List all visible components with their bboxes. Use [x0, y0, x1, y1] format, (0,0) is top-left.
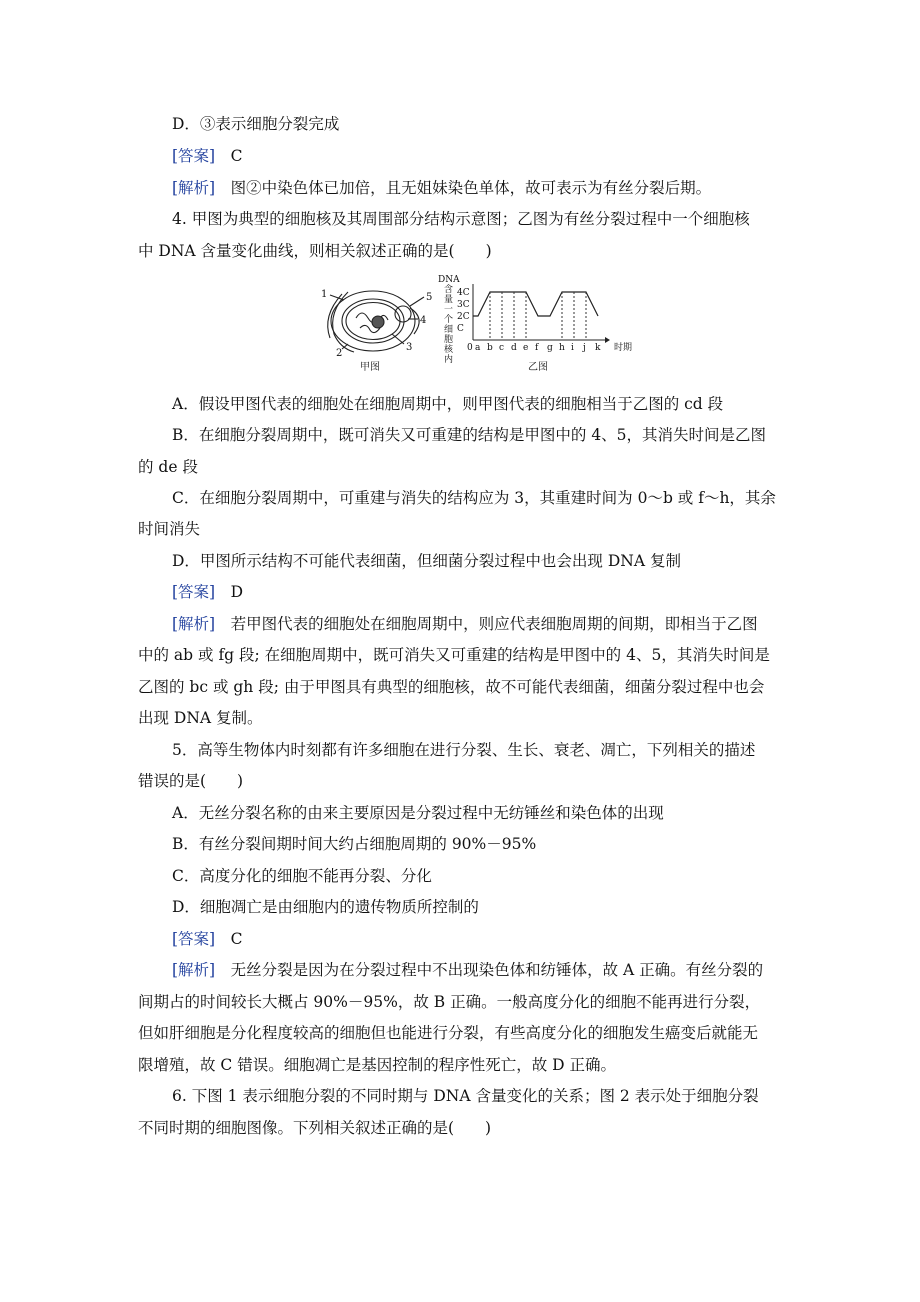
line-text: 错误的是( ) — [138, 772, 244, 790]
label-1: 1 — [321, 289, 328, 300]
text-line — [138, 770, 788, 792]
text-line — [172, 487, 822, 509]
text-line — [172, 896, 822, 918]
text-line — [138, 1117, 788, 1139]
yi-ytick-label: C — [457, 324, 464, 334]
label-3: 3 — [406, 342, 413, 353]
yi-series-line — [473, 292, 598, 316]
line-text: D．细胞凋亡是由细胞内的遗传物质所控制的 — [172, 898, 479, 916]
yi-xtick-label: a — [475, 343, 481, 353]
figure-svg — [318, 272, 638, 378]
line-text: D．③表示细胞分裂完成 — [172, 115, 340, 133]
yi-xtick-label: j — [583, 343, 586, 353]
line-text: 4. 甲图为典型的细胞核及其周围部分结构示意图；乙图为有丝分裂过程中一个细胞核 — [172, 210, 750, 228]
text-line — [172, 145, 822, 167]
answer-tag: [解析] — [172, 179, 216, 197]
text-line — [138, 1022, 788, 1044]
text-line — [172, 1085, 822, 1107]
yi-ytick-label: 4C — [457, 288, 470, 298]
text-line — [172, 739, 822, 761]
yi-ylabel-top: DNA — [438, 275, 460, 285]
yi-ylabel-char: 含 — [444, 285, 454, 295]
text-line — [138, 1054, 788, 1076]
line-text: 间期占的时间较长大概占 90%－95%，故 B 正确。一般高度分化的细胞不能再进行分裂， — [138, 993, 761, 1011]
line-text: 5．高等生物体内时刻都有许多细胞在进行分裂、生长、衰老、凋亡，下列相关的描述 — [172, 741, 756, 759]
text-line — [138, 991, 788, 1013]
answer-tag: [解析] — [172, 615, 216, 633]
answer-tag: [答案] — [172, 930, 216, 948]
yi-xtick-label: h — [559, 343, 565, 353]
yi-xlabel: 时期 — [614, 343, 633, 353]
yi-ytick-label: 2C — [457, 312, 470, 322]
leader-5 — [410, 297, 424, 306]
text-line — [138, 707, 788, 729]
text-line — [138, 644, 788, 666]
line-text: C．在细胞分裂周期中，可重建与消失的结构应为 3，其重建时间为 0～b 或 f～h，其余 — [172, 489, 776, 507]
answer-tag: [答案] — [172, 147, 216, 165]
line-text: A．假设甲图代表的细胞处在细胞周期中，则甲图代表的细胞相当于乙图的 cd 段 — [172, 395, 724, 413]
text-line — [172, 424, 822, 446]
line-text: B．有丝分裂间期时间大约占细胞周期的 90%－95% — [172, 835, 537, 853]
line-text: 图②中染色体已加倍，且无姐妹染色单体，故可表示为有丝分裂后期。 — [215, 179, 712, 197]
line-text: C．高度分化的细胞不能再分裂、分化 — [172, 867, 432, 885]
text-line — [172, 865, 822, 887]
text-line — [138, 518, 788, 540]
nucleolus — [372, 316, 384, 328]
text-line — [138, 676, 788, 698]
label-5: 5 — [426, 292, 433, 303]
line-text: 不同时期的细胞图像。下列相关叙述正确的是( ) — [138, 1119, 492, 1137]
yi-xtick-label: e — [523, 343, 529, 353]
label-2: 2 — [336, 348, 343, 359]
line-text: D — [215, 583, 244, 601]
line-text: 若甲图代表的细胞处在细胞周期中，则应代表细胞周期的间期，即相当于乙图 — [215, 615, 758, 633]
line-text: B．在细胞分裂周期中，既可消失又可重建的结构是甲图中的 4、5，其消失时间是乙图 — [172, 426, 767, 444]
text-line — [172, 613, 822, 635]
label-4: 4 — [420, 315, 427, 326]
yi-xtick-label: d — [511, 343, 517, 353]
yi-xtick-label: f — [535, 343, 539, 353]
yi-ylabel-char: 细 — [444, 325, 454, 335]
leader-3 — [392, 334, 404, 344]
line-text: A．无丝分裂名称的由来主要原因是分裂过程中无纺锤丝和染色体的出现 — [172, 804, 664, 822]
yi-caption: 乙图 — [528, 362, 548, 373]
line-text: 乙图的 bc 或 gh 段; 由于甲图具有典型的细胞核，故不可能代表细菌，细菌分裂过程中也会 — [138, 678, 765, 696]
text-line — [138, 456, 788, 478]
yi-ylabel-char: 一 — [444, 305, 454, 315]
yi-xtick-label: c — [499, 343, 505, 353]
text-line — [172, 177, 822, 199]
text-line — [172, 113, 822, 135]
text-line — [172, 393, 822, 415]
line-text: C — [215, 930, 243, 948]
line-text: D．甲图所示结构不可能代表细菌，但细菌分裂过程中也会出现 DNA 复制 — [172, 552, 681, 570]
yi-origin: 0 — [467, 343, 473, 353]
line-text: 的 de 段 — [138, 458, 198, 476]
yi-xtick-labels — [475, 343, 601, 353]
line-text: 时间消失 — [138, 520, 201, 538]
line-text: 中的 ab 或 fg 段; 在细胞周期中，既可消失又可重建的结构是甲图中的 4、5，其消失时间是 — [138, 646, 770, 664]
yi-xtick-label: g — [547, 343, 553, 353]
line-text: 限增殖，故 C 错误。细胞凋亡是基因控制的程序性死亡，故 D 正确。 — [138, 1056, 616, 1074]
er-membrane-outer — [328, 294, 342, 338]
yi-ytick-label: 3C — [457, 300, 470, 310]
text-line — [138, 240, 788, 262]
text-line — [172, 208, 822, 230]
text-line — [172, 959, 822, 981]
line-text: 无丝分裂是因为在分裂过程中不出现染色体和纺锤体，故 A 正确。有丝分裂的 — [215, 961, 764, 979]
yi-ylabel-char: 内 — [444, 355, 454, 365]
line-text: 6. 下图 1 表示细胞分裂的不同时期与 DNA 含量变化的关系；图 2 表示处于细胞分裂 — [172, 1087, 759, 1105]
text-line — [172, 833, 822, 855]
figure-jia-yi — [318, 272, 638, 378]
yi-ylabel-char: 个 — [444, 315, 454, 325]
text-line — [172, 550, 822, 572]
text-line — [172, 802, 822, 824]
yi-x-arrow — [605, 337, 610, 343]
yi-ylabel-char: 核 — [444, 345, 454, 355]
text-line — [172, 581, 822, 603]
jia-caption: 甲图 — [360, 362, 380, 373]
text-line — [172, 928, 822, 950]
yi-ytick-labels — [457, 288, 470, 334]
yi-ylabel — [444, 283, 454, 365]
yi-chart — [438, 275, 632, 373]
yi-ylabel-char: 量 — [444, 295, 454, 305]
line-text: 出现 DNA 复制。 — [138, 709, 263, 727]
yi-xtick-label: k — [595, 343, 601, 353]
yi-ylabel-char: 胞 — [444, 335, 454, 345]
yi-xtick-label: b — [487, 343, 493, 353]
answer-tag: [答案] — [172, 583, 216, 601]
answer-tag: [解析] — [172, 961, 216, 979]
line-text: 中 DNA 含量变化曲线，则相关叙述正确的是( ) — [138, 242, 492, 260]
line-text: 但如肝细胞是分化程度较高的细胞但也能进行分裂，有些高度分化的细胞发生癌变后就能无 — [138, 1024, 759, 1042]
yi-xtick-label: i — [571, 343, 574, 353]
line-text: C — [215, 147, 243, 165]
